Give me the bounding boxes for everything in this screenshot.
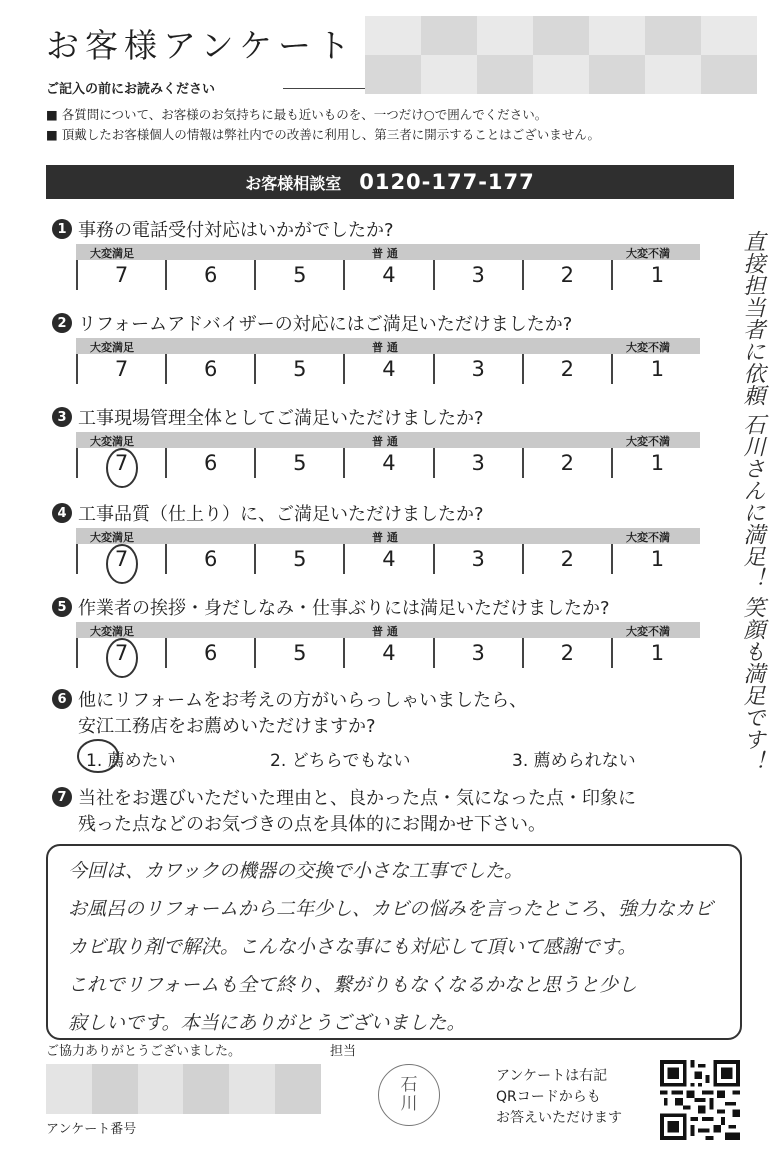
question-text: 作業者の挨拶・身だしなみ・仕事ぶりには満足いただけましたか?: [78, 598, 610, 619]
question-1: [52, 216, 394, 242]
rating-option-2[interactable]: 2: [524, 448, 613, 478]
scale-left-label: 大変満足: [90, 341, 134, 354]
notice-1: ■ 各質問について、お客様のお気持ちに最も近いものを、一つだけ○で囲んでください。: [46, 105, 547, 123]
question-text-line1: 当社をお選びいただいた理由と、良かった点・気になった点・印象に: [78, 788, 636, 809]
comment-line-1: 今回は、カワックの機器の交換で小さな工事でした。: [68, 860, 524, 882]
option-neutral[interactable]: 2. どちらでもない: [270, 751, 411, 771]
thanks-text: ご協力ありがとうございました。: [46, 1044, 242, 1059]
question-2: [52, 310, 572, 336]
scale-mid-label: 普 通: [372, 625, 398, 638]
comment-line-4: これでリフォームも全て終り、繋がりもなくなるかなと思うと少し: [68, 974, 638, 996]
question-text: 事務の電話受付対応はいかがでしたか?: [78, 220, 394, 241]
rating-option-1[interactable]: 1: [650, 451, 665, 475]
scale-mid-label: 普 通: [372, 341, 398, 354]
rating-option-3[interactable]: 3: [435, 448, 524, 478]
scale-right-label: 大変不満: [626, 625, 670, 638]
rating-option-4[interactable]: 4: [345, 354, 434, 384]
question-6: [52, 686, 527, 712]
question-text-line2: 安江工務店をお薦めいただけますか?: [78, 716, 376, 737]
margin-handwriting: 直接担当者に依頼 石川さんに満足！ 笑顔も満足です！: [740, 230, 765, 772]
consult-banner: [46, 165, 734, 199]
question-number: 6: [52, 689, 72, 709]
rating-option-2[interactable]: 2: [524, 544, 613, 574]
scale-right-label: 大変不満: [626, 435, 670, 448]
comment-line-3: カビ取り剤で解決。こんな小さな事にも対応して頂いて感謝です。: [68, 936, 637, 958]
rating-option-5[interactable]: 5: [256, 448, 345, 478]
rating-option-7[interactable]: 7: [78, 260, 167, 290]
comment-line-5: 寂しいです。本当にありがとうございました。: [68, 1012, 466, 1034]
qr-text-line1: アンケートは右記: [496, 1068, 608, 1084]
consult-phone: 0120-177-177: [359, 170, 535, 194]
question-3: [52, 404, 484, 430]
question-number: 5: [52, 597, 72, 617]
rating-option-5[interactable]: 5: [256, 260, 345, 290]
rating-option-3[interactable]: 3: [435, 544, 524, 574]
question-text-line1: 他にリフォームをお考えの方がいらっしゃいましたら、: [78, 690, 528, 711]
scale-right-label: 大変不満: [626, 247, 670, 260]
rating-option-4[interactable]: 4: [345, 544, 434, 574]
question-text: リフォームアドバイザーの対応にはご満足いただけましたか?: [78, 314, 573, 335]
notice-2: ■ 頂戴したお客様個人の情報は弊社内での改善に利用し、第三者に開示することはございません。: [46, 125, 600, 143]
comment-line-2: お風呂のリフォームから二年少し、カビの悩みを言ったところ、強力なカビ: [68, 898, 714, 920]
question-7: [52, 784, 636, 810]
option-not-recommend[interactable]: 3. 薦められない: [512, 751, 636, 771]
heading-rule: [283, 88, 365, 89]
rating-option-6[interactable]: 6: [167, 354, 256, 384]
question-number: 3: [52, 407, 72, 427]
rating-option-7[interactable]: 7: [78, 448, 167, 478]
qr-instructions: [496, 1066, 622, 1129]
rating-option-2[interactable]: 2: [524, 260, 613, 290]
rating-option-1[interactable]: 1: [650, 641, 665, 665]
rating-option-2[interactable]: 2: [524, 354, 613, 384]
rating-option-5[interactable]: 5: [256, 354, 345, 384]
answer-circle-q6: [74, 736, 122, 776]
question-7-line2: [78, 810, 546, 836]
question-number: 1: [52, 219, 72, 239]
redacted-logo-area: [365, 16, 757, 94]
rating-option-6[interactable]: 6: [167, 638, 256, 668]
rating-option-3[interactable]: 3: [435, 638, 524, 668]
rating-option-7[interactable]: 7: [78, 638, 167, 668]
question-number: 7: [52, 787, 72, 807]
rating-scale-2: [76, 338, 700, 386]
scale-left-label: 大変満足: [90, 435, 134, 448]
rating-option-1[interactable]: 1: [650, 547, 665, 571]
question-text-line2: 残った点などのお気づきの点を具体的にお聞かせ下さい。: [78, 814, 546, 835]
pre-read-heading: ご記入の前にお読みください: [46, 82, 216, 97]
qr-code-icon[interactable]: [660, 1060, 740, 1140]
rating-option-3[interactable]: 3: [435, 354, 524, 384]
survey-number-label: アンケート番号: [46, 1122, 137, 1137]
survey-title: お客様アンケート: [46, 26, 357, 65]
question-number: 2: [52, 313, 72, 333]
rating-option-7[interactable]: 7: [78, 544, 167, 574]
staff-label: 担当: [330, 1044, 357, 1059]
seal-char-bottom: 川: [400, 1094, 418, 1114]
answer-circle-q3: [100, 444, 144, 488]
rating-option-5[interactable]: 5: [256, 638, 345, 668]
rating-option-6[interactable]: 6: [167, 544, 256, 574]
scale-mid-label: 普 通: [372, 435, 398, 448]
scale-left-label: 大変満足: [90, 531, 134, 544]
seal-char-top: 石: [400, 1075, 418, 1095]
rating-scale-4: [76, 528, 700, 576]
scale-right-label: 大変不満: [626, 341, 670, 354]
rating-option-4[interactable]: 4: [345, 260, 434, 290]
question-5: [52, 594, 610, 620]
question-6-line2: [78, 712, 376, 738]
rating-option-4[interactable]: 4: [345, 448, 434, 478]
staff-seal: [378, 1064, 440, 1126]
scale-right-label: 大変不満: [626, 531, 670, 544]
rating-option-2[interactable]: 2: [524, 638, 613, 668]
answer-circle-q4: [100, 540, 144, 584]
rating-option-1[interactable]: 1: [650, 263, 665, 287]
scale-left-label: 大変満足: [90, 247, 134, 260]
rating-scale-5: [76, 622, 700, 670]
rating-scale-3: [76, 432, 700, 480]
scale-mid-label: 普 通: [372, 247, 398, 260]
scale-left-label: 大変満足: [90, 625, 134, 638]
question-4: [52, 500, 484, 526]
question-number: 4: [52, 503, 72, 523]
rating-option-6[interactable]: 6: [167, 448, 256, 478]
answer-circle-q5: [100, 634, 144, 678]
option-recommend[interactable]: 1. 薦めたい: [86, 751, 176, 771]
rating-option-1[interactable]: 1: [650, 357, 665, 381]
rating-option-7[interactable]: 7: [78, 354, 167, 384]
rating-option-4[interactable]: 4: [345, 638, 434, 668]
scale-mid-label: 普 通: [372, 531, 398, 544]
consult-label: お客様相談室: [245, 173, 342, 193]
redacted-customer-area: [46, 1064, 321, 1114]
question-text: 工事現場管理全体としてご満足いただけましたか?: [78, 408, 484, 429]
rating-option-6[interactable]: 6: [167, 260, 256, 290]
rating-option-5[interactable]: 5: [256, 544, 345, 574]
rating-option-3[interactable]: 3: [435, 260, 524, 290]
qr-text-line3: お答えいただけます: [496, 1110, 622, 1126]
question-text: 工事品質（仕上り）に、ご満足いただけましたか?: [78, 504, 484, 525]
qr-text-line2: QRコードからも: [496, 1089, 601, 1105]
rating-scale-1: [76, 244, 700, 292]
